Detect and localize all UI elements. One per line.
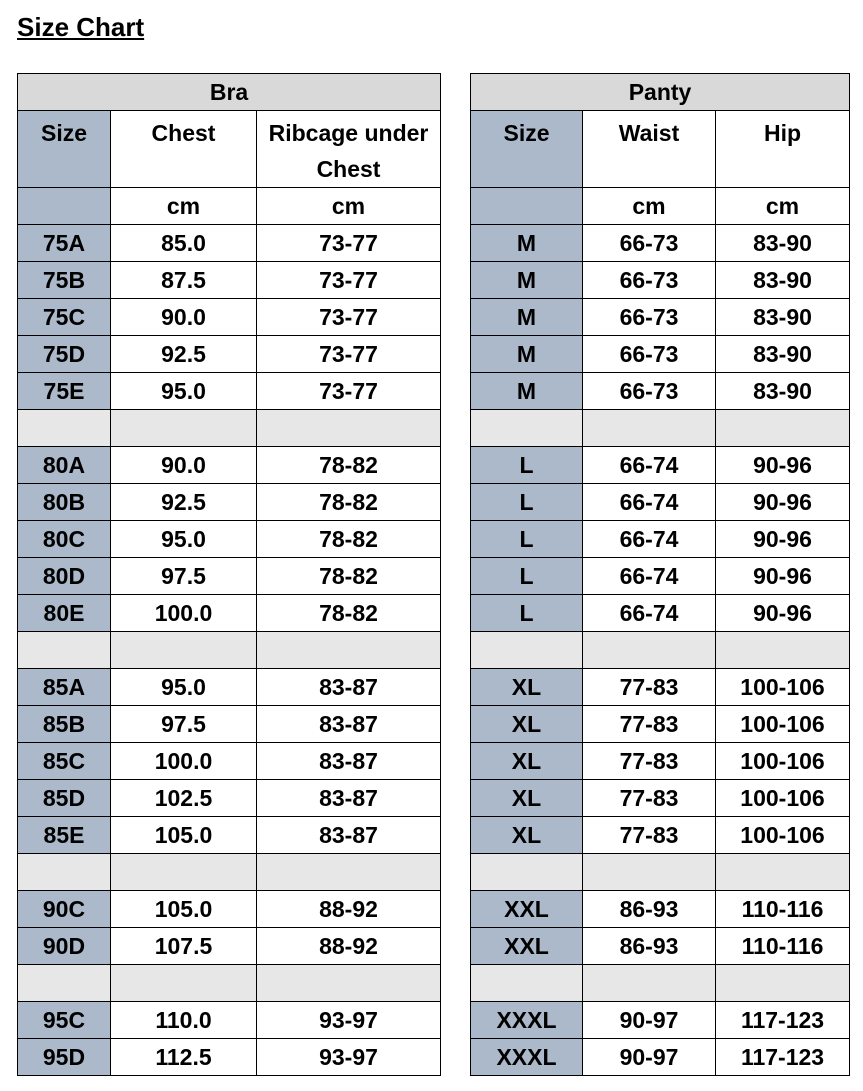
bra-units-row <box>18 188 441 225</box>
bra-cell-ribcage <box>257 632 441 669</box>
panty-cell-hip: 90-96 <box>716 595 850 632</box>
panty-cell-hip: 83-90 <box>716 299 850 336</box>
panty-unit-hip: cm <box>716 188 850 225</box>
bra-group-header-row <box>18 74 441 111</box>
bra-cell-size: 85B <box>18 706 111 743</box>
bra-cell-size: 95C <box>18 1002 111 1039</box>
panty-cell-waist: 86-93 <box>583 928 716 965</box>
panty-cell-waist: 77-83 <box>583 743 716 780</box>
bra-cell-size: 75D <box>18 336 111 373</box>
table-row <box>18 1039 441 1076</box>
bra-cell-size: 80C <box>18 521 111 558</box>
table-row <box>471 521 850 558</box>
bra-cell-ribcage <box>257 854 441 891</box>
panty-cell-size: M <box>471 225 583 262</box>
panty-cell-hip: 110-116 <box>716 928 850 965</box>
panty-cell-waist: 66-74 <box>583 595 716 632</box>
bra-cell-ribcage: 73-77 <box>257 299 441 336</box>
bra-cell-ribcage: 78-82 <box>257 558 441 595</box>
panty-cell-waist: 66-74 <box>583 447 716 484</box>
bra-cell-chest: 95.0 <box>111 521 257 558</box>
table-row <box>471 706 850 743</box>
panty-cell-size: L <box>471 447 583 484</box>
panty-cell-size: XXXL <box>471 1002 583 1039</box>
panty-cell-hip <box>716 632 850 669</box>
bra-col-ribcage: Ribcage under Chest <box>257 111 441 188</box>
table-row <box>18 669 441 706</box>
panty-cell-size: XL <box>471 780 583 817</box>
panty-cell-waist <box>583 410 716 447</box>
table-row <box>471 558 850 595</box>
table-row <box>18 817 441 854</box>
table-row <box>471 484 850 521</box>
table-row <box>18 447 441 484</box>
table-row <box>471 595 850 632</box>
panty-cell-size: L <box>471 484 583 521</box>
bra-cell-size: 90D <box>18 928 111 965</box>
panty-cell-hip: 117-123 <box>716 1039 850 1076</box>
bra-cell-chest: 97.5 <box>111 558 257 595</box>
panty-cell-size <box>471 410 583 447</box>
panty-cell-hip: 83-90 <box>716 373 850 410</box>
table-row <box>18 595 441 632</box>
bra-spacer-row <box>18 632 441 669</box>
table-row <box>471 928 850 965</box>
bra-cell-chest <box>111 410 257 447</box>
panty-cell-hip <box>716 854 850 891</box>
bra-size-table <box>17 73 441 1076</box>
panty-cell-hip: 100-106 <box>716 780 850 817</box>
table-row <box>18 262 441 299</box>
panty-spacer-row <box>471 965 850 1002</box>
table-row <box>18 373 441 410</box>
bra-cell-chest <box>111 965 257 1002</box>
bra-cell-chest: 92.5 <box>111 484 257 521</box>
table-row <box>18 484 441 521</box>
panty-unit-waist: cm <box>583 188 716 225</box>
bra-cell-chest <box>111 632 257 669</box>
panty-col-waist: Waist <box>583 111 716 188</box>
panty-cell-waist: 77-83 <box>583 669 716 706</box>
bra-cell-ribcage: 83-87 <box>257 706 441 743</box>
panty-cell-hip: 83-90 <box>716 262 850 299</box>
panty-cell-size: M <box>471 262 583 299</box>
panty-cell-size: M <box>471 373 583 410</box>
bra-cell-size: 80A <box>18 447 111 484</box>
bra-cell-ribcage: 73-77 <box>257 373 441 410</box>
bra-cell-size <box>18 854 111 891</box>
bra-cell-ribcage: 78-82 <box>257 521 441 558</box>
bra-cell-ribcage: 83-87 <box>257 669 441 706</box>
table-row <box>471 817 850 854</box>
table-row <box>18 299 441 336</box>
panty-cell-hip: 117-123 <box>716 1002 850 1039</box>
panty-cell-hip: 90-96 <box>716 484 850 521</box>
bra-cell-chest: 97.5 <box>111 706 257 743</box>
bra-cell-ribcage: 88-92 <box>257 928 441 965</box>
bra-cell-size <box>18 632 111 669</box>
bra-cell-chest <box>111 854 257 891</box>
bra-cell-chest: 100.0 <box>111 595 257 632</box>
bra-cell-ribcage <box>257 965 441 1002</box>
panty-cell-hip: 90-96 <box>716 558 850 595</box>
table-row <box>18 1002 441 1039</box>
panty-cell-waist: 66-73 <box>583 373 716 410</box>
panty-cell-size: XL <box>471 706 583 743</box>
bra-unit-size <box>18 188 111 225</box>
table-row <box>18 706 441 743</box>
panty-cell-waist: 86-93 <box>583 891 716 928</box>
panty-cell-waist: 66-74 <box>583 521 716 558</box>
panty-size-table <box>470 73 850 1076</box>
table-row <box>18 521 441 558</box>
bra-cell-ribcage: 83-87 <box>257 743 441 780</box>
panty-spacer-row <box>471 854 850 891</box>
bra-cell-ribcage: 73-77 <box>257 262 441 299</box>
panty-cell-hip: 83-90 <box>716 225 850 262</box>
panty-group-header-row <box>471 74 850 111</box>
bra-column-header-row <box>18 111 441 188</box>
bra-cell-size: 95D <box>18 1039 111 1076</box>
table-row <box>18 928 441 965</box>
bra-cell-chest: 95.0 <box>111 669 257 706</box>
bra-cell-size <box>18 965 111 1002</box>
bra-cell-ribcage <box>257 410 441 447</box>
bra-cell-ribcage: 83-87 <box>257 780 441 817</box>
bra-spacer-row <box>18 410 441 447</box>
bra-cell-ribcage: 78-82 <box>257 595 441 632</box>
panty-cell-waist: 66-74 <box>583 484 716 521</box>
bra-cell-chest: 95.0 <box>111 373 257 410</box>
bra-spacer-row <box>18 854 441 891</box>
panty-cell-size <box>471 965 583 1002</box>
panty-cell-hip: 100-106 <box>716 817 850 854</box>
panty-cell-hip <box>716 965 850 1002</box>
panty-cell-waist <box>583 965 716 1002</box>
panty-cell-size <box>471 854 583 891</box>
bra-cell-size: 85E <box>18 817 111 854</box>
panty-cell-waist: 66-73 <box>583 299 716 336</box>
panty-cell-hip: 100-106 <box>716 669 850 706</box>
bra-cell-size: 75E <box>18 373 111 410</box>
bra-cell-size <box>18 410 111 447</box>
bra-cell-size: 85A <box>18 669 111 706</box>
bra-cell-chest: 85.0 <box>111 225 257 262</box>
bra-cell-ribcage: 78-82 <box>257 447 441 484</box>
table-row <box>471 780 850 817</box>
panty-cell-size <box>471 632 583 669</box>
bra-cell-size: 85C <box>18 743 111 780</box>
panty-cell-size: M <box>471 336 583 373</box>
bra-cell-ribcage: 73-77 <box>257 225 441 262</box>
panty-cell-waist: 66-73 <box>583 225 716 262</box>
bra-cell-ribcage: 93-97 <box>257 1039 441 1076</box>
panty-cell-waist: 77-83 <box>583 706 716 743</box>
bra-cell-size: 85D <box>18 780 111 817</box>
bra-cell-size: 80E <box>18 595 111 632</box>
table-row <box>18 743 441 780</box>
panty-unit-size <box>471 188 583 225</box>
panty-cell-hip: 100-106 <box>716 743 850 780</box>
panty-col-size: Size <box>471 111 583 188</box>
bra-cell-size: 80D <box>18 558 111 595</box>
bra-cell-chest: 92.5 <box>111 336 257 373</box>
panty-spacer-row <box>471 410 850 447</box>
bra-cell-chest: 90.0 <box>111 299 257 336</box>
table-row <box>471 336 850 373</box>
page-title: Size Chart <box>17 12 145 42</box>
table-row <box>471 891 850 928</box>
panty-cell-waist: 66-74 <box>583 558 716 595</box>
bra-col-size: Size <box>18 111 111 188</box>
panty-cell-waist <box>583 632 716 669</box>
bra-cell-size: 80B <box>18 484 111 521</box>
panty-column-header-row <box>471 111 850 188</box>
bra-cell-ribcage: 88-92 <box>257 891 441 928</box>
panty-cell-size: L <box>471 521 583 558</box>
panty-cell-waist: 77-83 <box>583 817 716 854</box>
panty-cell-hip <box>716 410 850 447</box>
bra-col-chest: Chest <box>111 111 257 188</box>
bra-cell-chest: 105.0 <box>111 817 257 854</box>
bra-cell-chest: 112.5 <box>111 1039 257 1076</box>
panty-cell-hip: 110-116 <box>716 891 850 928</box>
bra-cell-ribcage: 78-82 <box>257 484 441 521</box>
panty-cell-waist: 90-97 <box>583 1002 716 1039</box>
panty-cell-size: M <box>471 299 583 336</box>
panty-cell-waist <box>583 854 716 891</box>
bra-heading: Bra <box>18 74 441 111</box>
panty-cell-hip: 90-96 <box>716 521 850 558</box>
table-row <box>18 558 441 595</box>
panty-units-row <box>471 188 850 225</box>
table-row <box>471 447 850 484</box>
table-row <box>471 1039 850 1076</box>
bra-unit-ribcage: cm <box>257 188 441 225</box>
panty-cell-waist: 90-97 <box>583 1039 716 1076</box>
bra-cell-size: 75A <box>18 225 111 262</box>
bra-cell-chest: 100.0 <box>111 743 257 780</box>
panty-cell-waist: 66-73 <box>583 262 716 299</box>
table-row <box>471 373 850 410</box>
panty-cell-size: XL <box>471 669 583 706</box>
bra-cell-chest: 110.0 <box>111 1002 257 1039</box>
bra-unit-chest: cm <box>111 188 257 225</box>
panty-cell-size: XXL <box>471 928 583 965</box>
table-row <box>471 262 850 299</box>
bra-cell-ribcage: 93-97 <box>257 1002 441 1039</box>
table-row <box>18 780 441 817</box>
panty-heading: Panty <box>471 74 850 111</box>
panty-cell-waist: 66-73 <box>583 336 716 373</box>
table-row <box>18 891 441 928</box>
table-row <box>471 1002 850 1039</box>
bra-cell-ribcage: 83-87 <box>257 817 441 854</box>
bra-cell-chest: 107.5 <box>111 928 257 965</box>
bra-cell-size: 90C <box>18 891 111 928</box>
bra-cell-chest: 87.5 <box>111 262 257 299</box>
panty-cell-size: L <box>471 595 583 632</box>
panty-col-hip: Hip <box>716 111 850 188</box>
bra-cell-size: 75B <box>18 262 111 299</box>
table-row <box>18 225 441 262</box>
table-row <box>471 669 850 706</box>
panty-cell-hip: 90-96 <box>716 447 850 484</box>
bra-cell-chest: 105.0 <box>111 891 257 928</box>
table-row <box>471 225 850 262</box>
bra-cell-ribcage: 73-77 <box>257 336 441 373</box>
bra-spacer-row <box>18 965 441 1002</box>
panty-cell-waist: 77-83 <box>583 780 716 817</box>
panty-cell-size: L <box>471 558 583 595</box>
table-row <box>471 299 850 336</box>
panty-cell-hip: 100-106 <box>716 706 850 743</box>
table-row <box>18 336 441 373</box>
bra-cell-size: 75C <box>18 299 111 336</box>
bra-cell-chest: 90.0 <box>111 447 257 484</box>
panty-cell-size: XXL <box>471 891 583 928</box>
panty-cell-size: XL <box>471 817 583 854</box>
panty-spacer-row <box>471 632 850 669</box>
panty-cell-size: XXXL <box>471 1039 583 1076</box>
bra-cell-chest: 102.5 <box>111 780 257 817</box>
panty-cell-size: XL <box>471 743 583 780</box>
panty-cell-hip: 83-90 <box>716 336 850 373</box>
table-row <box>471 743 850 780</box>
